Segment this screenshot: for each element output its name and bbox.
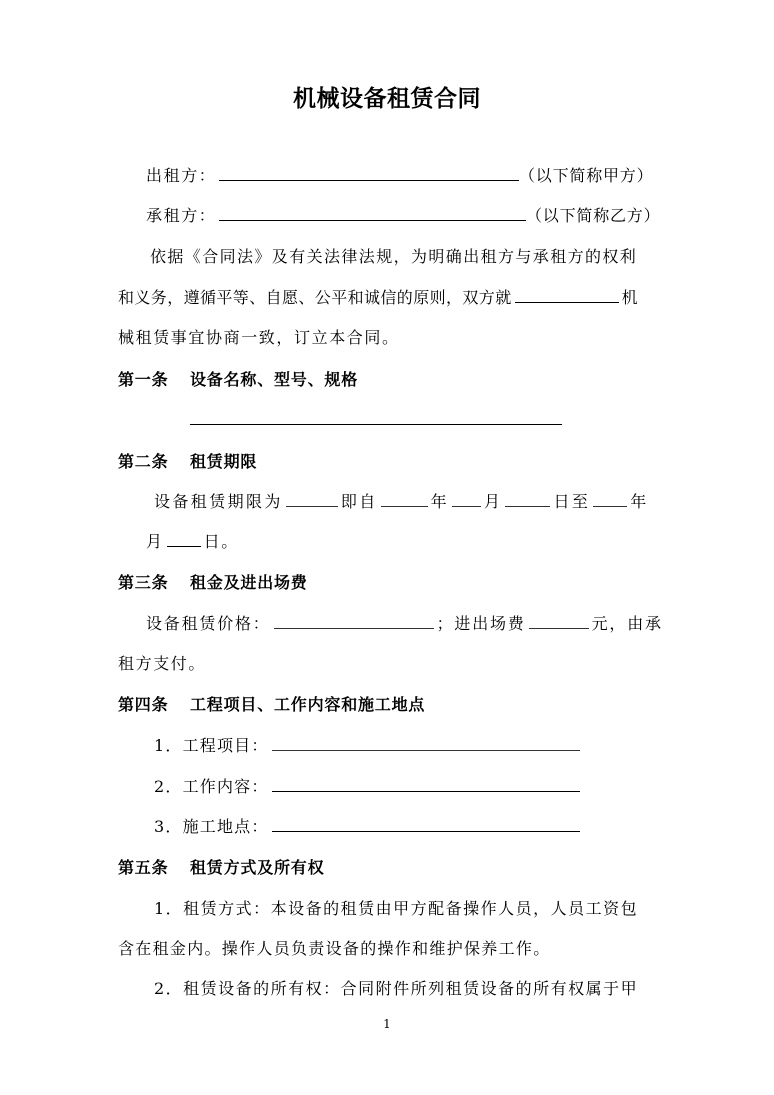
rent-price-label: 设备租赁价格： bbox=[146, 614, 271, 633]
rent-price-blank[interactable] bbox=[274, 627, 434, 629]
article-3-heading bbox=[118, 571, 308, 595]
lessor-label: 出租方： bbox=[146, 166, 217, 185]
lessee-line bbox=[146, 204, 529, 228]
start-month-label: 月 bbox=[484, 492, 503, 511]
article-4-title: 工程项目、工作内容和施工地点 bbox=[190, 695, 426, 714]
start-year-blank[interactable] bbox=[381, 505, 428, 507]
article-4-heading bbox=[118, 693, 425, 717]
lease-term-from: 即自 bbox=[340, 492, 378, 511]
lessor-name-blank[interactable] bbox=[219, 179, 519, 181]
lessee-label: 承租方： bbox=[146, 206, 217, 225]
lease-term-duration-blank[interactable] bbox=[286, 505, 338, 507]
article-4-number: 第四条 bbox=[118, 695, 169, 714]
end-year-blank[interactable] bbox=[593, 505, 627, 507]
lessee-suffix: （以下简称乙方） bbox=[526, 206, 661, 225]
article-3-number: 第三条 bbox=[118, 573, 169, 592]
article-1-title: 设备名称、型号、规格 bbox=[190, 370, 359, 389]
start-year-label: 年 bbox=[430, 492, 450, 511]
project-line bbox=[154, 734, 583, 758]
lessor-line bbox=[146, 164, 522, 188]
page-number: 1 bbox=[383, 1017, 391, 1031]
rent-line-1 bbox=[146, 612, 663, 636]
article-1-heading bbox=[118, 368, 358, 392]
preamble-line-2-text: 和义务，遵循平等、自愿、公平和诚信的原则，双方就 bbox=[118, 288, 512, 307]
article-1-number: 第一条 bbox=[118, 370, 169, 389]
article-2-number: 第二条 bbox=[118, 452, 169, 471]
article-5-title: 租赁方式及所有权 bbox=[190, 858, 325, 877]
article-2-title: 租赁期限 bbox=[190, 452, 258, 471]
preamble-line-2 bbox=[118, 286, 638, 310]
site-line bbox=[154, 815, 583, 839]
project-blank[interactable] bbox=[272, 749, 580, 751]
preamble-line-2-end: 机 bbox=[621, 288, 639, 307]
work-content-blank[interactable] bbox=[272, 790, 580, 792]
rent-line-1-end: 元，由承 bbox=[591, 614, 663, 633]
end-day-blank[interactable] bbox=[167, 545, 201, 547]
site-blank[interactable] bbox=[272, 830, 580, 832]
end-month-label: 月 bbox=[146, 532, 164, 551]
lessor-suffix: （以下简称甲方） bbox=[519, 166, 654, 185]
article-5-number: 第五条 bbox=[118, 858, 169, 877]
article-3-title: 租金及进出场费 bbox=[190, 573, 308, 592]
entry-exit-fee-label: ；进出场费 bbox=[436, 614, 526, 633]
end-year-label: 年 bbox=[630, 492, 649, 511]
start-day-blank[interactable] bbox=[505, 505, 550, 507]
preamble-subject-blank[interactable] bbox=[515, 301, 619, 303]
rent-line-2: 租方支付。 bbox=[118, 654, 207, 673]
ownership-line-1: 2．租赁设备的所有权：合同附件所列租赁设备的所有权属于甲 bbox=[154, 979, 639, 998]
start-day-to-label: 日至 bbox=[553, 492, 591, 511]
lease-term-line-2 bbox=[146, 530, 239, 554]
lessee-name-blank[interactable] bbox=[219, 219, 526, 221]
work-content-label: 2．工作内容： bbox=[154, 777, 269, 796]
preamble-line-1: 依据《合同法》及有关法律法规，为明确出租方与承租方的权利 bbox=[150, 247, 638, 266]
end-day-label: 日。 bbox=[203, 532, 239, 551]
work-content-line bbox=[154, 775, 583, 799]
entry-exit-fee-blank[interactable] bbox=[529, 627, 589, 629]
article-5-heading bbox=[118, 856, 324, 880]
lease-term-line-1 bbox=[154, 490, 649, 514]
project-label: 1．工程项目： bbox=[154, 736, 269, 755]
lease-method-line-2: 含在租金内。操作人员负责设备的操作和维护保养工作。 bbox=[118, 939, 551, 958]
site-label: 3．施工地点： bbox=[154, 817, 269, 836]
lease-method-line-1: 1．租赁方式：本设备的租赁由甲方配备操作人员，人员工资包 bbox=[154, 899, 639, 918]
lease-term-label: 设备租赁期限为 bbox=[154, 492, 283, 511]
page-title: 机械设备租赁合同 bbox=[293, 86, 481, 112]
preamble-line-3: 械租赁事宜协商一致，订立本合同。 bbox=[118, 328, 400, 347]
start-month-blank[interactable] bbox=[452, 505, 481, 507]
article-2-heading bbox=[118, 450, 257, 474]
equipment-spec-blank[interactable] bbox=[190, 424, 562, 425]
